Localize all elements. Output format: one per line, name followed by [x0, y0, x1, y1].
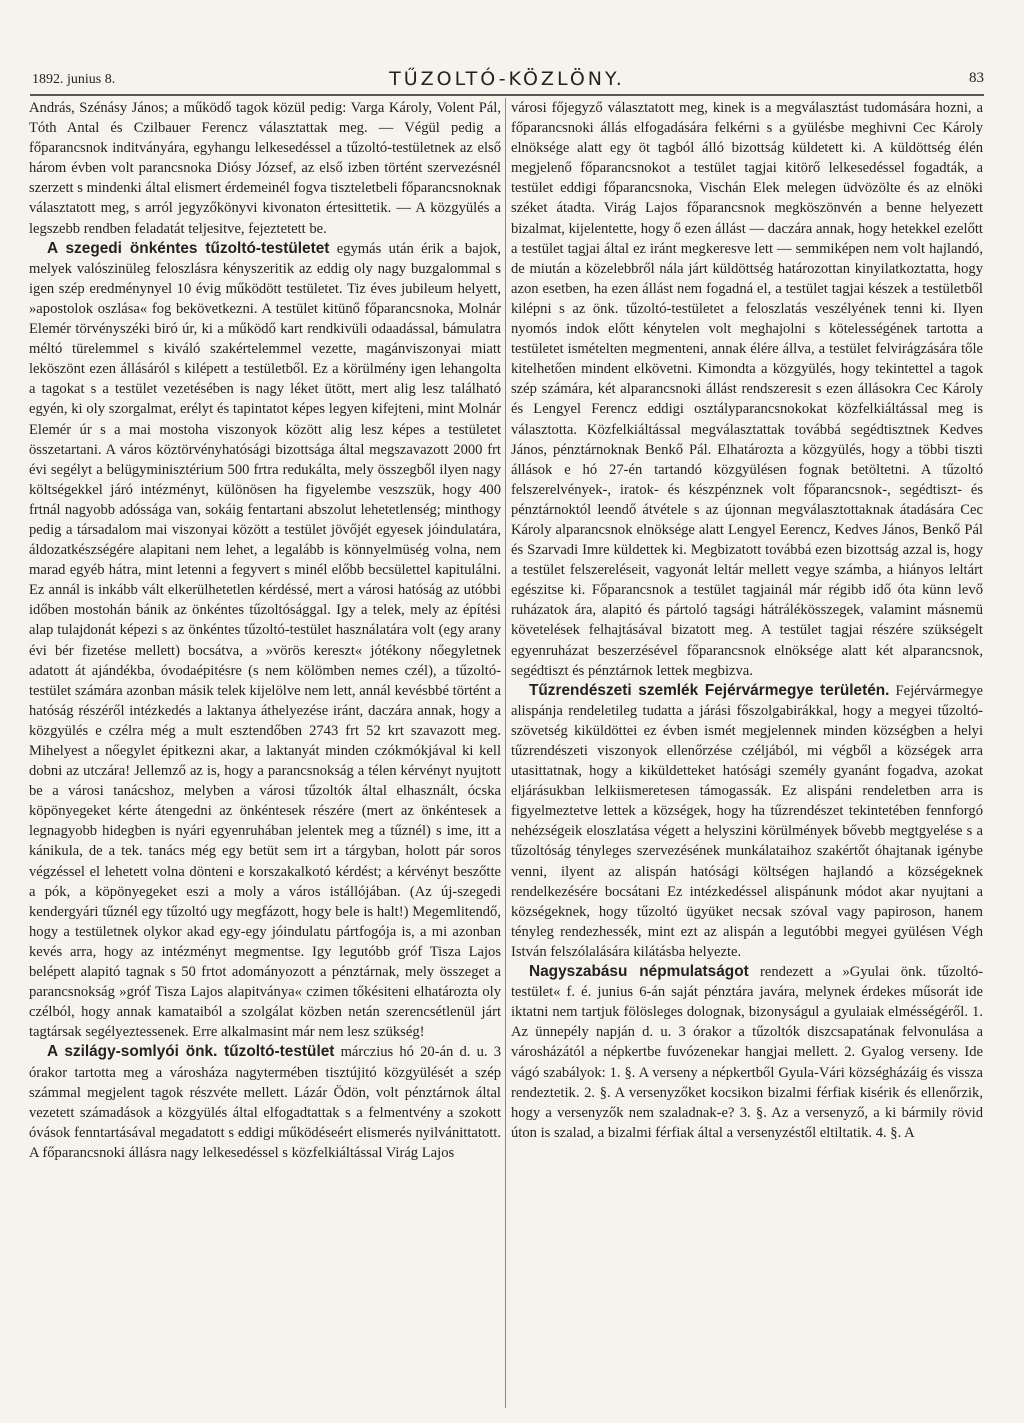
right-column [511, 98, 983, 1143]
left-column [29, 98, 501, 1163]
article-paragraph [511, 98, 983, 681]
column-divider [505, 98, 506, 1408]
article-heading: Tűzrendészeti szemlék Fejérvármegye területén. [529, 681, 890, 699]
article-heading: A szegedi önkéntes tűzoltó-testületet [47, 239, 330, 257]
article-text: márczius hó 20-án d. u. 3 órakor tartotta meg a városháza nagytermében tisztújitó közgyülését a szép számmal megjelent tagok részvéte mellett. Lázár Ödön, volt pénztárnok által vezetett számadások a közgyülés által elfogadtattak s a felmentvény a szokott óvások fenntartásával megadatott s eddigi működéseért elismerés nyilvánittatott. A főparancsnoki állásra nagy lelkesedéssel s közfelkiáltással Virág Lajos [29, 1044, 501, 1161]
article-paragraph [511, 962, 983, 1143]
article-paragraph [29, 239, 501, 1043]
article-text: rendezett a »Gyulai önk. tűzoltó-testület« f. é. junius 6-án saját pénztára javára, melynek érdekes műsorát ide iktatni nem tartjuk fölösleges dolognak, bizonyságul a gyulaiak elmésségéről. 1. Az ünnepély napján d. u. 3 órakor a tűzoltók diszcsapatának felvonulása a városházától a népkertbe fuvózenekar hangjai mellett. 2. Gyalog verseny. Ide vágó szabályok: 1. §. A verseny a népkertből Gyula-Vári községházáig és vissza rendeztetik. 2. §. A versenyzőket kocsikon bizalmi férfiak kisérik és ellenőrzik, hogy a versenyzők nem szaladnak-e? 3. §. Az a versenyző, a ki bármily rövid úton is szalad, a bizalmi férfiak által a versenyzéstől eltiltatik. 4. §. A [511, 964, 983, 1141]
article-paragraph [29, 1042, 501, 1163]
page-header [30, 64, 984, 92]
article-heading: Nagyszabásu népmulatságot [529, 963, 749, 981]
article-paragraph [29, 98, 501, 239]
article-paragraph [511, 681, 983, 962]
article-text: András, Szénásy János; a működő tagok közül pedig: Varga Károly, Volent Pál, Tóth Antal és Czilbauer Ferencz választattak meg. — Végül pedig a főparancsnok inditványára, egyhangu lelkesedéssel a tűzoltó-testületnek az első három évben volt parancsnoka Diósy József, az első izben történt szervezésnél szerzett s mindenki által elismert érdemeinél fogva tiszteletbeli főparancsnoknak választatott meg, s arról jegyzőkönyvi kivonaton értesittetik. — A közgyülés a legszebb rendben feladatát teljesitve, fejeztetett be. [29, 100, 501, 237]
article-text: városi főjegyző választatott meg, kinek is a megválasztást tudomására hozni, a főparancsnoki állás elfogadására felkérni s a gyülésbe meghivni Cec Károly elnöksége alatt egy öt tagból álló bizottság küldetett ki. A küldöttség élén megjelenő főparancsnokot a testület tagjai kitörő lelkesedéssel fogadták, a testület eddigi főparancsnoka, Vischán Elek melegen üdvözölte és az elnöki széket átadta. Virág Lajos főparancsnok megköszönvén a benne helyezett bizalmat, kijelentette, hogy ő ezen állást — daczára annak, hogy hetekkel ezelőtt a testület tagjai által ez iránt megkeresve lett — semmiképen nem volt hajlandó, de miután a közelebbről nála járt küldöttség határozottan kinyilatkoztatta, hogy azon esetben, ha ezen állást nem fogadná el, a testület tagjai készek a testületből kilépni s az önk. tűzoltó-testületet a feloszlatás veszélyének tenni ki. Ilyen nyomós indok előtt kénytelen volt meghajolni s kötelességének tartotta a testületet ismételten megmenteni, annak élére állva, a testület felvirágzására tőle kitelhetően mindent elkövetni. Kimondta a közgyülés, hogy tekintettel a tagok szép számára, két alparancsnoki állást rendszeresit s ezen állásokra Cec Károly és Lengyel Ferencz eddigi osztályparancsnokokat közfelkiáltással meg is választotta. Közfelkiáltással megválasztattak továbbá segédtisztnek Kedves János, pénztárnoknak Benkő Pál. Elhatározta a közgyülés, hogy a többi tiszti állások e hó 27-én tartandó közgyülésen fognak betöltetni. A tűzoltó felszerelvények-, iratok- és készpénznek volt főparancsnok-, segédtiszt- és pénztárnoktól leendő átvétele s az újonnan megválasztottaknak átadására Cec Károly alparancsnok elnöksége alatt Lengyel Eerencz, Kedves János, Benkő Pál és Szarvadi Imre küldettek ki. Megbizatott továbbá ezen bizottság azzal is, hogy a testület felszereléseit, vagyonát leltár mellett vegye számba, a hiányos leltárt egészitse ki. Főparancsnok a testület tagjainál már régibb idő óta künn levő ruházatok ára, alapitó és pártoló tagsági hátrálékösszegek, valamint másnemü követelések felhajtásával bizatott meg. A testület tagjai részére szükségelt egyenruházat beszerzésével főparancsnok elnöksége alatt két alparancsnok, segédtiszt és pénztárnok lettek megbizva. [511, 100, 983, 679]
header-rule [30, 94, 984, 96]
article-heading: A szilágy-somlyói önk. tűzoltó-testület [47, 1043, 335, 1061]
issue-date: 1892. junius 8. [32, 72, 116, 87]
page-number: 83 [969, 70, 984, 86]
article-text: Fejérvármegye alispánja rendeletileg tudatta a járási főszolgabirákkal, hogy a megyei tűzoltó-szövetség kiküldöttei ez évben ismét megjelennek minden községben a helyi tűzrendészeti viszonyok ellenőrzése czéljából, mi végből a községek arra utasittatnak, hogy a kiküldetteket hatósági személy gyanánt fogadva, azokat eljárásukban lelkiismeretesen támogassák. Ez alispáni rendeletben arra is figyelmeztetve lettek a községek, hogy ha tűzrendészet tekintetében fennforgó nehézségeik eloszlatása végett a helyszini körülmények bővebb megtgyelése s a tűzoltóság tényleges szervezésének munkálataihoz szakértőt óhajtanak igénybe venni, ilyent az alispán hatósági költségen hajlandó a községeknek rendelkezésére bocsátani Ez intézkedéssel alispánunk módot akar nyujtani a községeknek, hogy tűzoltó ügyüket necsak szóval vagy papiroson, hanem tényleg rendezhessék, mint ezt az alispán a legutóbbi megyei gyülésen Végh István felszólalására kilátásba helyezte. [511, 682, 983, 960]
masthead-title: TŰZOLTÓ-KÖZLÖNY. [389, 68, 625, 90]
article-text: egymás után érik a bajok, melyek valószinüleg feloszlásra kényszeritik az eddig oly nagy buzgalommal s igen szép eredménynyel 10 évig működött testületet. Tiz éves jubileum helyett, »apostolok oszlása« fog bekövetkezni. A testület kitünő főparancsnoka, Molnár Elemér törvényszéki biró úr, ki a működő kart rendkivüli odaadással, bámulatra méltó türelemmel s kiváló szakértelemmel vezette, magánviszonyai miatt leköszönt ezen állásáról s kilépett a testületből. Ez a körülmény igen lehangolta a tagokat s a testület vezetésében is nagy léket ütött, mert alig lesz található egyén, ki oly szorgalmat, erélyt és tapintatot képes legyen kifejteni, mint Molnár Elemér úr s a mai mostoha viszonyok között alig lesz képes a testületet összetartani. A város köztörvényhatósági bizottsága által megszavazott 2000 frt évi segélyt a belügyminisztérium 500 frtra redukálta, mely összegből ilyen nagy költségekkel járó intézményt, különösen ha figyelembe veszszük, hogy 400 frtnál nagyobb adóssága van, sokáig fentartani abszolut lehetetlenség; minthogy pedig a társadalom mai viszonyai között a testület jövőjét egyesek jóindulatára, áldozatkészségére alapitani nem lehet, a legalább is könnyelmüség volna, nem marad egyéb hátra, mint letenni a fegyvert s minél előbb becsülettel kapitulálni. Ez annál is inkább vált elkerülhetetlen kérdéssé, mert a városi hatóság az utóbbi időben mostohán bánik az önkéntes tűzoltósággal. Igy a telek, mely az építési alap tulajdonát képezi s az önkéntes tűzoltó-testület használatára volt (egy arany évi bér fizetése mellett) bocsátva, a »vörös kereszt« jótékony nőegyletnek adatott át ajándékba, óvodaépitésre (s nem kölömben nemes czél), a tűzoltó-testület számára azonban másik telek kijelölve nem lett, annál kevésbbé történt a hatóság részéről intézkedés a laktanya áthelyezése iránt, daczára annak, hogy a közgyülés e czélra még a mult esztendőben 2743 frt 52 krt szavazott meg. Mihelyest a nőegylet épitkezni akar, a laktanyát minden czókmókjával ki kell dobni az utczára! Jellemző az is, hogy a parancsnokság a télen kérvényt nyujtott be a városi tanácshoz, melyben a városi tűzoltók által elhasznált, ócska köpönyegeket kérte átengedni az önkéntesek részére (mert az önkéntesek a legnagyobb hidegben is nyári egyenruhában jelentek meg a tűznél) s ime, itt a kánikula, de a tek. tanács még egy betüt sem irt a tárgyban, holott pár soros végzéssel el lehetett volna dönteni e korszakalkotó kérdést; a kérvényt beszőtte a pók, a köpönyegeket eszi a moly a város istállójában. (Az új-szegedi kendergyári tűznél egy tűzoltó ugy megfázott, hogy bele is halt!) Megemlitendő, hogy a testületnek olykor akad egy-egy jóindulatu pártfogója is, a mi azonban kevés arra, hogy az intézményt megmentse. Igy legutóbb gróf Tisza Lajos belépett alapitó tagnak s 50 frtot adományozott a pénztárnak, mely összeget a parancsnokság »gróf Tisza Lajos alapitványa« czimen tőkésiteni elhatározta oly czélból, hogy annak kamataiból a szolgálat közben netán szerencsétlenül járt tagtársak segélyeztessenek. Erre alkalmasint már nem lesz szükség! [29, 240, 501, 1041]
